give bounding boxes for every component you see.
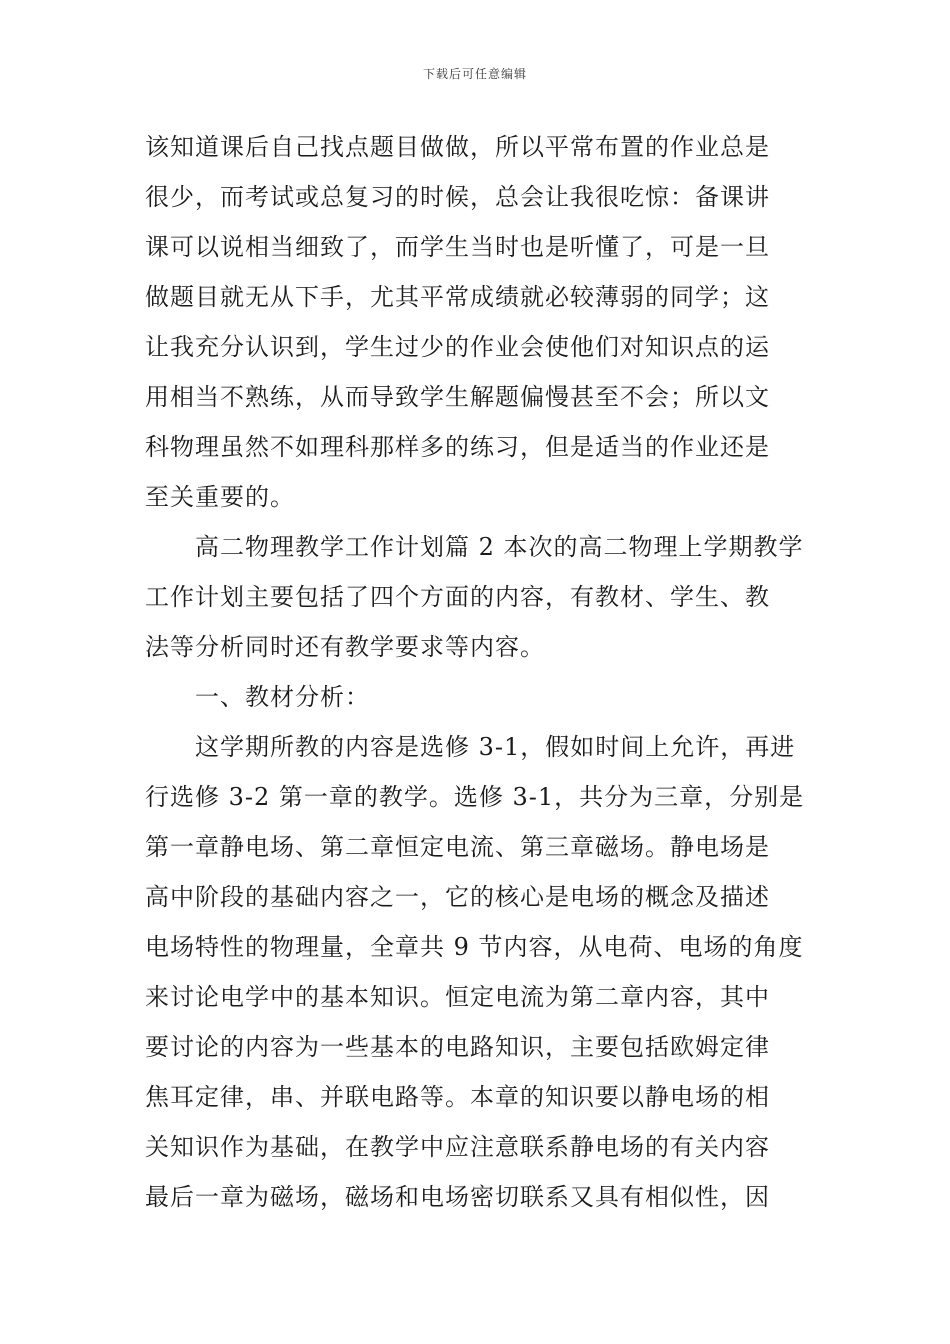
text-line: 至关重要的。	[145, 483, 295, 511]
text-line: 最后一章为磁场，磁场和电场密切联系又具有相似性，因	[145, 1183, 770, 1211]
text-line: 关知识作为基础，在教学中应注意联系静电场的有关内容	[145, 1133, 770, 1161]
text-line: 课可以说相当细致了，而学生当时也是听懂了，可是一旦	[145, 233, 770, 261]
text-line: 焦耳定律，串、并联电路等。本章的知识要以静电场的相	[145, 1083, 770, 1111]
text-line: 让我充分认识到，学生过少的作业会使他们对知识点的运	[145, 333, 770, 361]
text-line: 用相当不熟练，从而导致学生解题偏慢甚至不会；所以文	[145, 383, 770, 411]
text-line: 来讨论电学中的基本知识。恒定电流为第二章内容，其中	[145, 983, 770, 1011]
paragraph-start-line: 高二物理教学工作计划篇 2 本次的高二物理上学期教学	[195, 533, 804, 561]
text-line: 行选修 3-2 第一章的教学。选修 3-1，共分为三章，分别是	[145, 783, 805, 811]
text-line: 法等分析同时还有教学要求等内容。	[145, 633, 545, 661]
text-line: 该知道课后自己找点题目做做，所以平常布置的作业总是	[145, 133, 770, 161]
text-line: 高中阶段的基础内容之一，它的核心是电场的概念及描述	[145, 883, 770, 911]
document-body	[145, 122, 807, 1222]
text-line: 要讨论的内容为一些基本的电路知识，主要包括欧姆定律	[145, 1033, 770, 1061]
page-header: 下载后可任意编辑	[422, 67, 527, 81]
text-line: 科物理虽然不如理科那样多的练习，但是适当的作业还是	[145, 433, 770, 461]
paragraph-start-line: 这学期所教的内容是选修 3-1，假如时间上允许，再进	[195, 733, 796, 761]
text-line: 做题目就无从下手，尤其平常成绩就必较薄弱的同学；这	[145, 283, 770, 311]
section-heading: 一、教材分析：	[195, 683, 370, 711]
text-line: 电场特性的物理量，全章共 9 节内容，从电荷、电场的角度	[145, 933, 804, 961]
text-line: 工作计划主要包括了四个方面的内容，有教材、学生、教	[145, 583, 770, 611]
text-line: 很少，而考试或总复习的时候，总会让我很吃惊：备课讲	[145, 183, 770, 211]
text-line: 第一章静电场、第二章恒定电流、第三章磁场。静电场是	[145, 833, 770, 861]
